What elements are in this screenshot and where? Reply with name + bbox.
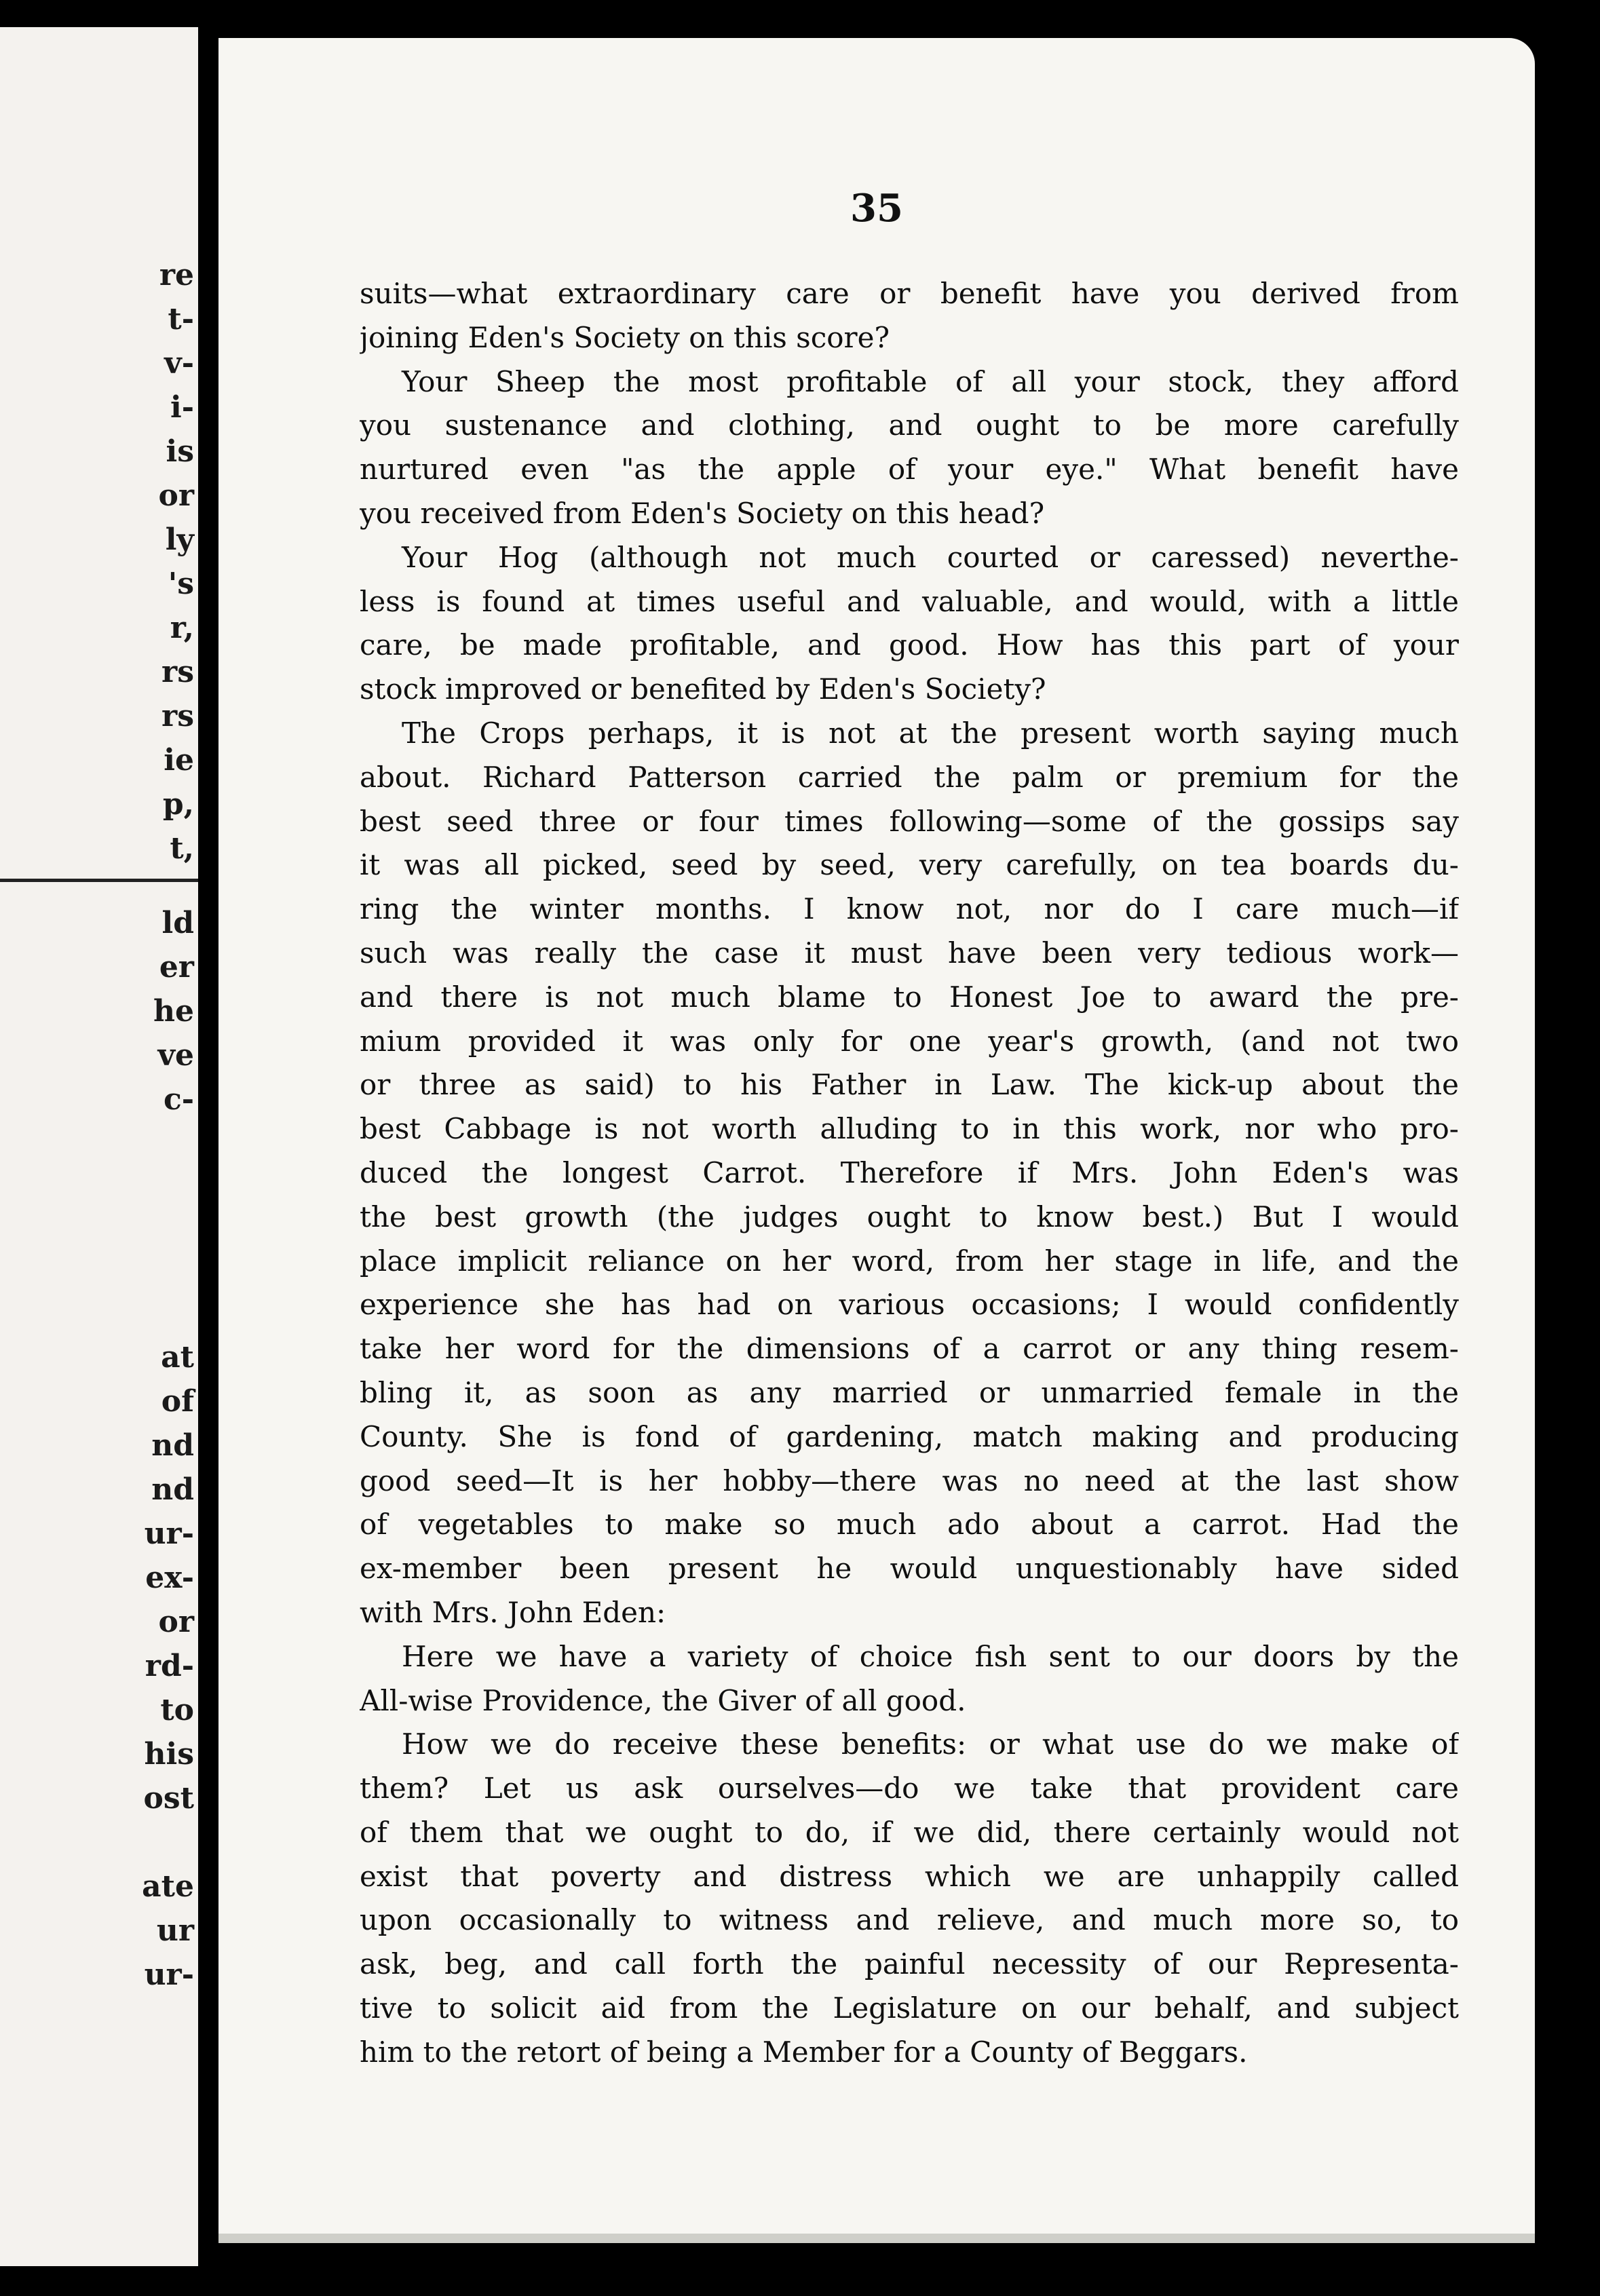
text-line: you received from Eden's Society on this head? bbox=[360, 496, 1045, 530]
left-page-fragment: ex- bbox=[145, 1561, 194, 1595]
text-line: care, be made profitable, and good. How has this part of your bbox=[360, 628, 1459, 662]
text-line: ex-member been present he would unquestionably have sided bbox=[360, 1552, 1459, 1586]
left-page-fragment: re bbox=[159, 258, 194, 292]
text-line: experience she has had on various occasions; I would confidently bbox=[360, 1288, 1459, 1322]
page-bottom-edge bbox=[218, 2234, 1535, 2243]
text-line: it was all picked, seed by seed, very carefully, on tea boards du- bbox=[360, 848, 1459, 882]
text-line: mium provided it was only for one year's growth, (and not two bbox=[360, 1024, 1459, 1058]
left-page-fragment: ur- bbox=[144, 1957, 194, 1992]
text-line: ring the winter months. I know not, nor do I care much—if bbox=[360, 892, 1459, 926]
text-line: him to the retort of being a Member for a County of Beggars. bbox=[360, 2035, 1248, 2069]
left-page-fragment: ate bbox=[142, 1869, 194, 1904]
text-line: best seed three or four times following—some of the gossips say bbox=[360, 804, 1459, 838]
text-line: County. She is fond of gardening, match making and producing bbox=[360, 1419, 1459, 1453]
text-line: joining Eden's Society on this score? bbox=[360, 320, 890, 354]
left-page-fragment: ur- bbox=[144, 1516, 194, 1551]
left-page-fragment: r, bbox=[170, 611, 194, 645]
text-line: the best growth (the judges ought to know best.) But I would bbox=[360, 1200, 1459, 1233]
left-page-fragment: ur bbox=[156, 1913, 194, 1948]
text-line: nurtured even "as the apple of your eye." What benefit have bbox=[360, 453, 1459, 486]
text-line: All-wise Providence, the Giver of all good. bbox=[360, 1683, 966, 1717]
text-line: best Cabbage is not worth alluding to in this work, nor who pro- bbox=[360, 1112, 1459, 1146]
left-page-fragment: rs bbox=[161, 655, 194, 689]
text-line: or three as said) to his Father in Law. The kick-up about the bbox=[360, 1068, 1459, 1102]
text-line: good seed—It is her hobby—there was no need at the last show bbox=[360, 1463, 1459, 1497]
text-line: of vegetables to make so much ado about a carrot. Had the bbox=[360, 1508, 1459, 1542]
left-page-fragment: t- bbox=[168, 302, 194, 337]
left-page-fragment: ld bbox=[161, 906, 194, 940]
book-gutter bbox=[198, 0, 218, 2296]
text-line: bling it, as soon as any married or unmarried female in the bbox=[360, 1375, 1459, 1409]
text-line: duced the longest Carrot. Therefore if Mrs. John Eden's was bbox=[360, 1155, 1459, 1189]
left-page-fragment: p, bbox=[162, 787, 194, 822]
left-page-fragment: nd bbox=[151, 1428, 194, 1463]
text-line: and there is not much blame to Honest Joe to award the pre- bbox=[360, 980, 1459, 1014]
left-page-fragment: to bbox=[160, 1693, 194, 1727]
text-line: place implicit reliance on her word, from her stage in life, and the bbox=[360, 1244, 1459, 1278]
left-page-fragment: or bbox=[158, 478, 194, 513]
left-page-fragment: c- bbox=[163, 1082, 194, 1117]
text-line: How we do receive these benefits: or what use do we make of bbox=[402, 1727, 1459, 1761]
text-line: The Crops perhaps, it is not at the present worth saying much bbox=[402, 716, 1459, 750]
left-page-fragment: is bbox=[166, 434, 194, 469]
right-page bbox=[218, 38, 1535, 2243]
left-page-fragment: 's bbox=[168, 567, 194, 601]
text-line: such was really the case it must have been very tedious work— bbox=[360, 936, 1459, 970]
left-page-fragment: he bbox=[153, 994, 194, 1029]
text-line: upon occasionally to witness and relieve, and much more so, to bbox=[360, 1903, 1459, 1937]
text-line: Your Hog (although not much courted or caressed) neverthe- bbox=[402, 540, 1459, 574]
left-page-fragment: t, bbox=[170, 831, 194, 866]
left-page-fragment: ost bbox=[143, 1781, 194, 1816]
text-line: ask, beg, and call forth the painful necessity of our Representa- bbox=[360, 1947, 1459, 1981]
left-page-fragment: rs bbox=[161, 699, 194, 733]
left-page-fragment: of bbox=[161, 1384, 194, 1419]
text-line: tive to solicit aid from the Legislature on our behalf, and subject bbox=[360, 1991, 1459, 2025]
text-line: Here we have a variety of choice fish sent to our doors by the bbox=[402, 1639, 1459, 1673]
text-line: stock improved or benefited by Eden's Society? bbox=[360, 672, 1046, 706]
left-page-rule bbox=[0, 879, 198, 882]
left-facing-page bbox=[0, 27, 198, 2266]
left-page-fragment: ve bbox=[157, 1038, 194, 1073]
left-page-fragment: i- bbox=[170, 390, 194, 425]
left-page-fragment: ie bbox=[164, 743, 194, 778]
text-line: take her word for the dimensions of a carrot or any thing resem- bbox=[360, 1332, 1459, 1366]
left-page-fragment: rd- bbox=[145, 1649, 194, 1683]
left-page-fragment: at bbox=[161, 1340, 194, 1375]
text-line: exist that poverty and distress which we are unhappily called bbox=[360, 1859, 1459, 1893]
text-line: of them that we ought to do, if we did, there certainly would not bbox=[360, 1815, 1459, 1849]
page-number: 35 bbox=[850, 186, 903, 231]
left-page-fragment: v- bbox=[164, 346, 194, 381]
left-page-fragment: or bbox=[158, 1605, 194, 1639]
text-line: about. Richard Patterson carried the palm or premium for the bbox=[360, 760, 1459, 794]
left-page-fragment: ly bbox=[165, 522, 194, 557]
left-page-fragment: nd bbox=[151, 1472, 194, 1507]
text-line: suits—what extraordinary care or benefit have you derived from bbox=[360, 277, 1459, 310]
text-line: them? Let us ask ourselves—do we take that provident care bbox=[360, 1772, 1459, 1805]
text-line: you sustenance and clothing, and ought to be more carefully bbox=[360, 408, 1459, 442]
text-line: Your Sheep the most profitable of all your stock, they afford bbox=[402, 364, 1459, 398]
text-line: less is found at times useful and valuable, and would, with a little bbox=[360, 584, 1459, 618]
left-page-fragment: er bbox=[159, 950, 194, 984]
body-text bbox=[360, 272, 1459, 2075]
text-line: with Mrs. John Eden: bbox=[360, 1595, 666, 1629]
left-page-fragment: his bbox=[144, 1737, 194, 1772]
